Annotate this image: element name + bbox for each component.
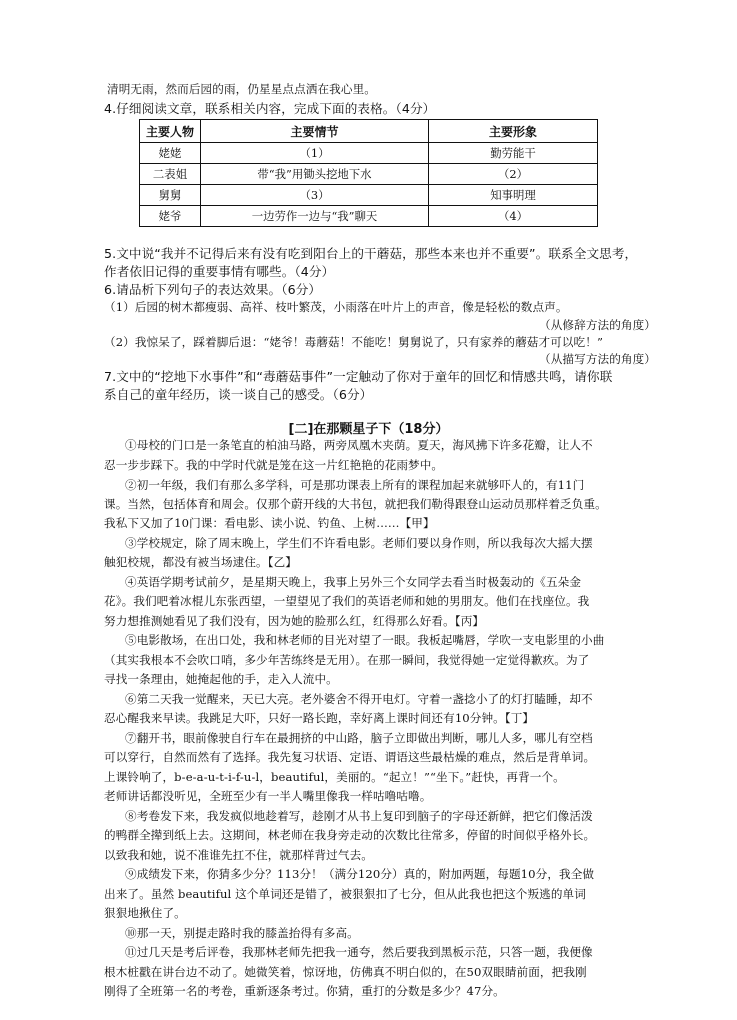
passage-line: ⑧考卷发下来，我发疯似地趁着写，趁刚才从书上复印到脑子的字母还新鲜，把它们像活泼 — [125, 809, 593, 823]
table-cell: 二表姐 — [140, 164, 201, 185]
passage-line: ⑨成绩发下来，你猜多少分？113分！（满分120分）真的，附加两题，每题10分，我全做 — [125, 867, 595, 881]
passage-line: ⑩那一天，别提走路时我的膝盖抬得有多高。 — [125, 926, 359, 940]
passage-end-line: 清明无雨，然而后园的雨，仍星星点点洒在我心里。 — [107, 82, 376, 96]
table-cell: 舅舅 — [140, 185, 201, 206]
table-cell: （2） — [429, 164, 598, 185]
question-6-item-1-hint: （从修辞方法的角度） — [539, 318, 656, 332]
question-6-item-2-hint: （从描写方法的角度） — [539, 352, 656, 366]
passage-line: ②初一年级，我们有那么多学科，可是那功课表上所有的课程加起来就够吓人的，有11门 — [125, 478, 585, 492]
table-cell: 勤劳能干 — [429, 143, 598, 164]
passage-line: ④英语学期考试前夕，是星期天晚上，我事上另外三个女同学去看当时极轰动的《五朵金 — [125, 575, 582, 589]
passage-line: ⑤电影散场，在出口处，我和林老师的目光对望了一眼。我板起嘴唇，学吹一支电影里的小曲 — [125, 633, 605, 647]
question-7-line-1: 7.文中的“挖地下水事件”和“毒蘑菇事件”一定触动了你对于童年的回忆和情感共鸣，请你联 — [104, 369, 613, 384]
passage-line: 上课铃响了，b-e-a-u-t-i-f-u-l，beautiful，美丽的。“起立！”“坐下。”赶快，再背一个。 — [104, 770, 565, 784]
passage-line: 课。当然，包括体育和周会。仅那个蔚开线的大书包，就把我们勒得跟登山运动员那样着乏负重。 — [104, 497, 607, 511]
table-header-row — [140, 120, 598, 143]
passage-line: ⑪过几天是考后评卷，我那林老师先把我一通夸，然后要我到黑板示范，只答一题，我便像 — [125, 945, 593, 959]
passage-line: 刚得了全班第一名的考卷，重新逐条考过。你猜，重打的分数是多少？47分。 — [104, 984, 505, 998]
question-5-line-1: 5.文中说“我并不记得后来有没有吃到阳台上的干蘑菇，那些本来也并不重要”。联系全文思考， — [104, 246, 638, 261]
passage-line: 我私下又加了10门课：看电影、读小说、钓鱼、上树……【甲】 — [104, 516, 435, 530]
question-6-item-2: （2）我惊呆了，踩着脚后退：“姥爷！毒蘑菇！不能吃！舅舅说了，只有家养的蘑菇才可以吃！” — [104, 335, 603, 349]
passage-line: ⑥第二天我一觉醒来，天已大亮。老外婆舍不得开电灯。守着一盏捻小了的灯打瞌睡，却不 — [125, 692, 593, 706]
table-row — [140, 206, 598, 227]
passage-line: 狠狠地揪住了。 — [104, 906, 186, 920]
table-header: 主要人物 — [140, 120, 201, 143]
question-6: 6.请品析下列句子的表达效果。（6分） — [104, 282, 322, 297]
table-cell: 姥爷 — [140, 206, 201, 227]
passage-line: 根木桩戳在讲台边不动了。她微笑着，惊讶地，仿佛真不明白似的，在50双眼睛前面，把我刚 — [104, 965, 587, 979]
character-table — [139, 119, 598, 227]
table-header: 主要情节 — [201, 120, 429, 143]
table-cell: 带“我”用锄头挖地下水 — [201, 164, 429, 185]
passage-line: ⑦翻开书，眼前像驶自行车在最拥挤的中山路，脑子立即做出判断，哪儿人多，哪儿有空档 — [125, 731, 593, 745]
table-row — [140, 164, 598, 185]
table-cell: （4） — [429, 206, 598, 227]
passage-line: 老师讲话都没听见，全班至少有一半人嘴里像我一样咕噜咕噜。 — [104, 789, 432, 803]
table-cell: 知事明理 — [429, 185, 598, 206]
section-title: [二]在那颗星子下（18分） — [288, 422, 449, 437]
passage-line: 触犯校规，都没有被当场逮住。【乙】 — [104, 555, 297, 569]
table-cell: 一边劳作一边与“我”聊天 — [201, 206, 429, 227]
passage-line: （其实我根本不会吹口哨，多少年苦练终是无用）。在那一瞬间，我觉得她一定觉得歉疚。为了 — [104, 653, 590, 667]
question-5-line-2: 作者依旧记得的重要事情有哪些。（4分） — [104, 264, 335, 279]
table-cell: 姥姥 — [140, 143, 201, 164]
table-cell: （1） — [201, 143, 429, 164]
passage-line: 花》。我们吧着冰棍儿东张西望，一望望见了我们的英语老师和她的男朋友。他们在找座位。我 — [104, 594, 590, 608]
passage-line: 忍一步步踩下。我的中学时代就是笼在这一片红艳艳的花雨梦中。 — [104, 458, 444, 472]
passage-line: ③学校规定，除了周末晚上，学生们不许看电影。老师们要以身作则，所以我每次大摇大摆 — [125, 536, 593, 550]
passage-line: 努力想推测她看见了我们没有，因为她的脸那么红，红得那么好看。【丙】 — [104, 614, 485, 628]
passage-line: 出来了。虽然 beautiful 这个单词还是错了，被狠狠扣了七分，但从此我也把这个叛逃的单词 — [104, 887, 586, 901]
passage-line: 忍心醒我来早读。我跳足大吓，只好一路长跑，幸好离上课时间还有10分钟。【丁】 — [104, 711, 535, 725]
table-cell: （3） — [201, 185, 429, 206]
table-row — [140, 185, 598, 206]
table-row — [140, 143, 598, 164]
passage-line: 寻找一条理由，她掩起他的手，走入人流中。 — [104, 672, 338, 686]
question-6-item-1: （1）后园的树木都瘦弱、高祥、枝叶繁茂，小雨落在叶片上的声音，像是轻松的数点声。 — [104, 300, 568, 314]
question-7-line-2: 系自己的童年经历，谈一谈自己的感受。（6分） — [104, 387, 373, 402]
question-4: 4.仔细阅读文章，联系相关内容，完成下面的表格。（4分） — [104, 101, 436, 116]
passage-line: 可以穿行，自然而然有了选择。我先复习状语、定语、谓语这些最枯燥的难点，然后是背单词。 — [104, 750, 596, 764]
passage-line: 以致我和她，说不准谁先扛不住，就那样背过气去。 — [104, 848, 373, 862]
passage-line: ①母校的门口是一条笔直的柏油马路，两旁凤凰木夹荫。夏天，海风拂下许多花瓣，让人不 — [125, 438, 593, 452]
passage-line: 的鸭群全撵到纸上去。这期间，林老师在我身旁走动的次数比往常多，停留的时间似乎格外长。 — [104, 828, 596, 842]
table-header: 主要形象 — [429, 120, 598, 143]
